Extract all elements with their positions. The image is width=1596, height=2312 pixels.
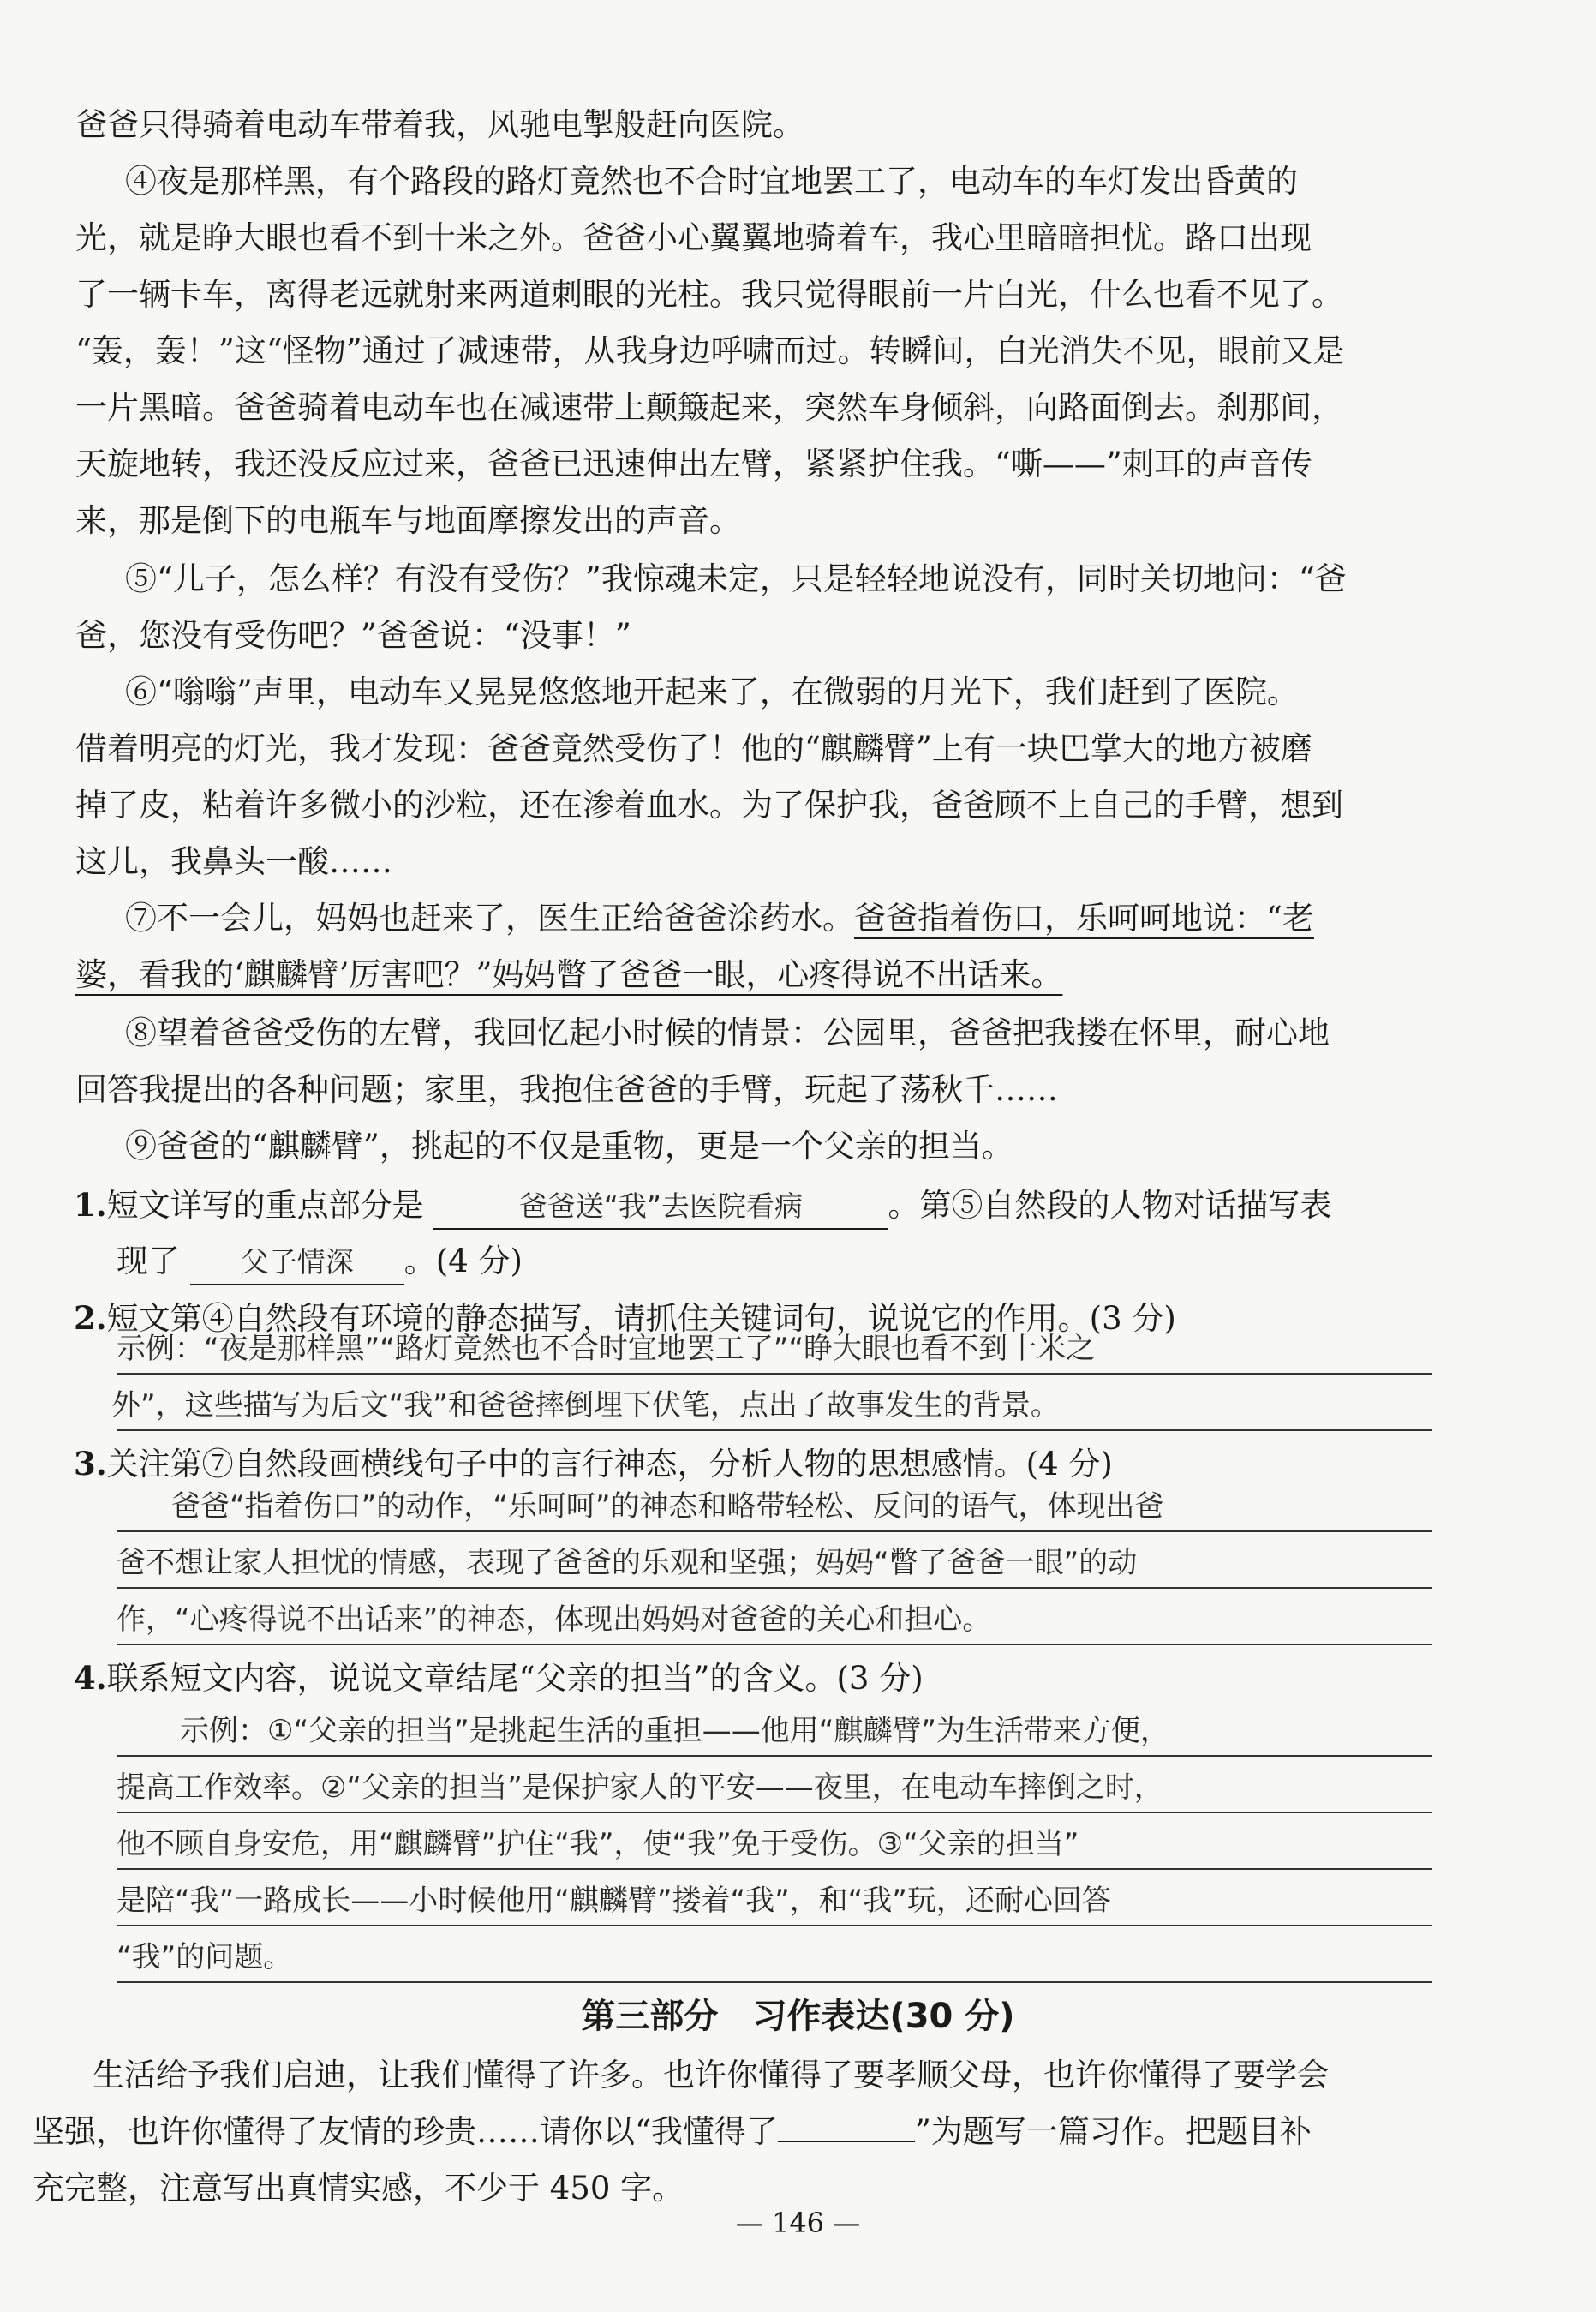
- answer-rule: [117, 1868, 1432, 1870]
- story-line: ⑤“儿子，怎么样？有没有受伤？”我惊魂未定，只是轻轻地说没有，同时关切地问：“爸: [125, 560, 1347, 597]
- answer-line[interactable]: 作，“心疼得说不出话来”的神态，体现出妈妈对爸爸的关心和担心。: [117, 1602, 992, 1637]
- story-line: [125, 891, 1314, 946]
- answer-line[interactable]: 示例：①“父亲的担当”是挑起生活的重担——他用“麒麟臂”为生活带来方便，: [180, 1714, 1169, 1748]
- answer-line[interactable]: 示例：“夜是那样黑”“路灯竟然也不合时宜地罢工了”“睁大眼也看不到十米之: [117, 1332, 1096, 1366]
- title-blank[interactable]: [778, 2141, 915, 2142]
- question-text: 短文第④自然段有环境的静态描写，请抓住关键词句，说说它的作用。(3 分): [106, 1300, 1176, 1337]
- question-text: 。(4 分): [403, 1243, 523, 1279]
- underlined-sentence: 爸爸指着伤口，乐呵呵地说：“老: [854, 900, 1314, 937]
- question-text: 短文详写的重点部分是: [106, 1187, 424, 1224]
- essay-prompt-line: 生活给予我们启迪，让我们懂得了许多。也许你懂得了要孝顺父母，也许你懂得了要学会: [93, 2057, 1329, 2093]
- story-line: 掉了皮，粘着许多微小的沙粒，还在渗着血水。为了保护我，爸爸顾不上自己的手臂，想到: [75, 787, 1343, 824]
- answer-line[interactable]: 外”，这些描写为后文“我”和爸爸摔倒埋下伏笔，点出了故事发生的背景。: [111, 1388, 1060, 1423]
- story-line: 这儿，我鼻头一酸……: [75, 843, 392, 880]
- question-4: [74, 1650, 924, 1706]
- story-line: ④夜是那样黑，有个路段的路灯竟然也不合时宜地罢工了，电动车的车灯发出昏黄的: [125, 163, 1298, 200]
- story-line: ⑨爸爸的“麒麟臂”，挑起的不仅是重物，更是一个父亲的担当。: [125, 1128, 1013, 1165]
- answer-line[interactable]: 是陪“我”一路成长——小时候他用“麒麟臂”搂着“我”，和“我”玩，还耐心回答: [117, 1884, 1111, 1918]
- answer-line[interactable]: 爸爸“指着伤口”的动作，“乐呵呵”的神态和略带轻松、反问的语气，体现出爸: [171, 1489, 1164, 1524]
- question-1-cont: [117, 1234, 523, 1289]
- section-heading: 第三部分 习作表达(30 分): [581, 1997, 1015, 2036]
- question-number: 4.: [74, 1659, 107, 1697]
- question-text: 关注第⑦自然段画横线句子中的言行神态，分析人物的思想感情。(4 分): [106, 1446, 1113, 1482]
- essay-prompt-text: ”为题写一篇习作。把题目补: [914, 2113, 1312, 2150]
- answer-rule: [117, 1530, 1432, 1532]
- story-line: 借着明亮的灯光，我才发现：爸爸竟然受伤了！他的“麒麟臂”上有一块巴掌大的地方被磨: [75, 730, 1312, 767]
- essay-prompt-text: 坚强，也许你懂得了友情的珍贵……请你以“我懂得了: [33, 2113, 778, 2150]
- answer-rule: [117, 1644, 1432, 1645]
- story-line: 光，就是睁大眼也看不到十米之外。爸爸小心翼翼地骑着车，我心里暗暗担忧。路口出现: [75, 219, 1312, 256]
- question-1: [74, 1177, 1331, 1233]
- story-line: 了一辆卡车，离得老远就射来两道刺眼的光柱。我只觉得眼前一片白光，什么也看不见了。: [75, 276, 1343, 313]
- question-number: 2.: [74, 1299, 107, 1337]
- answer-line[interactable]: 提高工作效率。②“父亲的担当”是保护家人的平安——夜里，在电动车摔倒之时，: [117, 1770, 1163, 1805]
- answer-rule: [117, 1373, 1432, 1375]
- answer-rule: [117, 1925, 1432, 1926]
- answer-rule: [117, 1755, 1432, 1757]
- question-text: 现了: [117, 1243, 180, 1279]
- question-number: 1.: [74, 1186, 107, 1224]
- answer-blank[interactable]: 父子情深: [190, 1241, 404, 1285]
- answer-line[interactable]: 他不顾自身安危，用“麒麟臂”护住“我”，使“我”免于受伤。③“父亲的担当”: [117, 1827, 1079, 1861]
- essay-prompt-line: 充完整，注意写出真情实感，不少于 450 字。: [33, 2170, 684, 2207]
- story-line: 爸，您没有受伤吧？”爸爸说：“没事！”: [75, 617, 631, 654]
- answer-rule: [117, 1981, 1432, 1983]
- story-line: ⑧望着爸爸受伤的左臂，我回忆起小时候的情景：公园里，爸爸把我搂在怀里，耐心地: [125, 1015, 1330, 1051]
- question-text: 。第⑤自然段的人物对话描写表: [888, 1187, 1332, 1224]
- question-text: 联系短文内容，说说文章结尾“父亲的担当”的含义。(3 分): [106, 1660, 924, 1697]
- story-line: 回答我提出的各种问题；家里，我抱住爸爸的手臂，玩起了荡秋千……: [75, 1071, 1058, 1108]
- answer-blank[interactable]: 爸爸送“我”去医院看病: [433, 1185, 888, 1230]
- story-line: 来，那是倒下的电瓶车与地面摩擦发出的声音。: [75, 502, 741, 539]
- answer-line[interactable]: 爸不想让家人担忧的情感，表现了爸爸的乐观和坚强；妈妈“瞥了爸爸一眼”的动: [117, 1546, 1138, 1580]
- story-line: 一片黑暗。爸爸骑着电动车也在减速带上颠簸起来，突然车身倾斜，向路面倒去。刹那间，: [75, 389, 1343, 426]
- answer-rule: [117, 1429, 1432, 1431]
- story-line: 天旋地转，我还没反应过来，爸爸已迅速伸出左臂，紧紧护住我。“嘶——”刺耳的声音传: [75, 446, 1312, 482]
- essay-prompt-line: [33, 2105, 1312, 2159]
- answer-rule: [117, 1587, 1432, 1589]
- story-text: ⑦不一会儿，妈妈也赶来了，医生正给爸爸涂药水。: [125, 900, 854, 937]
- question-number: 3.: [74, 1445, 107, 1482]
- story-line: “轰，轰！”这“怪物”通过了减速带，从我身边呼啸而过。转瞬间，白光消失不见，眼前又是: [75, 332, 1345, 369]
- answer-rule: [117, 1812, 1432, 1813]
- underlined-sentence: 婆，看我的‘麒麟臂’厉害吧？”妈妈瞥了爸爸一眼，心疼得说不出话来。: [75, 956, 1063, 993]
- story-line: ⑥“嗡嗡”声里，电动车又晃晃悠悠地开起来了，在微弱的月光下，我们赶到了医院。: [125, 674, 1299, 710]
- page-number: — 146 —: [735, 2207, 861, 2239]
- story-line: 爸爸只得骑着电动车带着我，风驰电掣般赶向医院。: [75, 106, 804, 143]
- answer-line[interactable]: “我”的问题。: [117, 1940, 293, 1974]
